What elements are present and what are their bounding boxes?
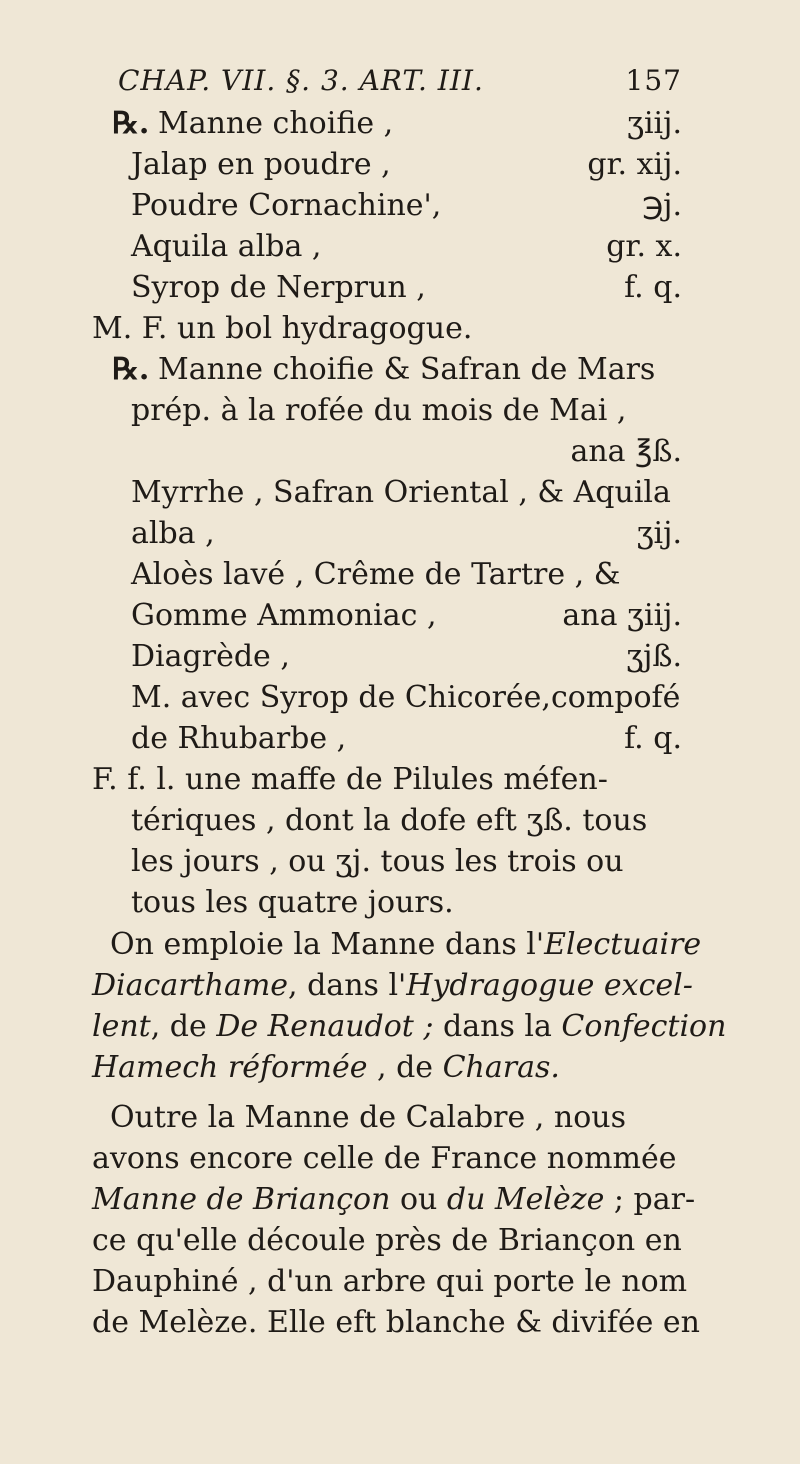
ingredient-dose: ʒij. [636, 516, 682, 551]
text-run: On emploie la Manne dans l' [110, 927, 545, 962]
ingredient-name: alba , [131, 516, 215, 551]
text-run: , de [367, 1050, 443, 1085]
ingredient-dose: ana ʒiij. [562, 598, 682, 633]
recipe-text: M. avec Syrop de Chicorée,compofé [131, 680, 681, 715]
body-text: de Melèze. Elle eft blanche & divifée en [92, 1305, 700, 1340]
ingredient-dose: ana ℥ß. [570, 434, 682, 469]
text-run-italic: Hamech réformée [92, 1050, 368, 1085]
ingredient-dose: ʒiij. [627, 106, 682, 141]
text-run: ou [390, 1182, 447, 1217]
text-run-italic: Manne de Briançon [92, 1182, 391, 1217]
ingredient-name: Gomme Ammoniac , [131, 598, 437, 633]
para1-line-4 [0, 1043, 800, 1093]
recipe-text: Manne choifie & Safran de Mars [158, 352, 656, 387]
ingredient-dose: f. q. [624, 721, 682, 756]
text-run-italic: Diacarthame [92, 968, 289, 1003]
text-run-italic: du Melèze [446, 1182, 605, 1217]
body-text: F. f. l. une maffe de Pilules méfen- [92, 762, 608, 797]
text-run-italic: Charas. [442, 1050, 560, 1085]
body-text: Outre la Manne de Calabre , nous [110, 1100, 626, 1135]
instruction-text: M. F. un bol hydragogue. [92, 311, 473, 346]
text-run-italic: Hydragogue excel- [406, 968, 693, 1003]
ingredient-dose: gr. xij. [587, 147, 682, 182]
recipe-text: Myrrhe , Safran Oriental , & Aquila [131, 475, 671, 510]
ingredient-name: Syrop de Nerprun , [131, 270, 426, 305]
body-text: Dauphiné , d'un arbre qui porte le nom [92, 1264, 688, 1299]
ingredient-dose: f. q. [624, 270, 682, 305]
ingredient-name: de Rhubarbe , [131, 721, 347, 756]
ingredient-name: Poudre Cornachine', [131, 188, 442, 223]
text-run: , de [150, 1009, 217, 1044]
text-run-italic: lent [92, 1009, 151, 1044]
text-run: dans la [433, 1009, 562, 1044]
para2-line-6 [0, 1298, 800, 1348]
text-run-italic: Confection [561, 1009, 727, 1044]
recipe-symbol: ℞. [112, 352, 150, 387]
ingredient-name: Manne choifie , [158, 106, 394, 141]
body-text: ce qu'elle découle près de Briançon en [92, 1223, 682, 1258]
ingredient-dose: gr. x. [606, 229, 682, 264]
text-run: , dans l' [288, 968, 407, 1003]
text-run: ; par- [604, 1182, 696, 1217]
ingredient-name: Diagrède , [131, 639, 290, 674]
ingredient-dose: ʒjß. [626, 639, 682, 674]
para1-text [92, 1043, 560, 1093]
ingredient-name: Aquila alba , [131, 229, 322, 264]
ingredient-dose: ℈j. [642, 188, 682, 223]
text-run-italic: De Renaudot ; [216, 1009, 434, 1044]
ingredient-name: Jalap en poudre , [131, 147, 391, 182]
header-title: CHAP. VII. §. 3. ART. III. [118, 64, 484, 97]
body-text: avons encore celle de France nommée [92, 1141, 677, 1176]
recipe-text: Aloès lavé , Crême de Tartre , & [131, 557, 621, 592]
recipe-text: prép. à la rofée du mois de Mai , [131, 393, 627, 428]
recipe-symbol: ℞. [112, 106, 150, 141]
body-text: tous les quatre jours. [131, 885, 454, 920]
body-text: tériques , dont la dofe eft ʒß. tous [131, 803, 648, 838]
page-number: 157 [625, 64, 682, 97]
text-run-italic: Electuaire [544, 927, 702, 962]
body-text: les jours , ou ʒj. tous les trois ou [131, 844, 624, 879]
